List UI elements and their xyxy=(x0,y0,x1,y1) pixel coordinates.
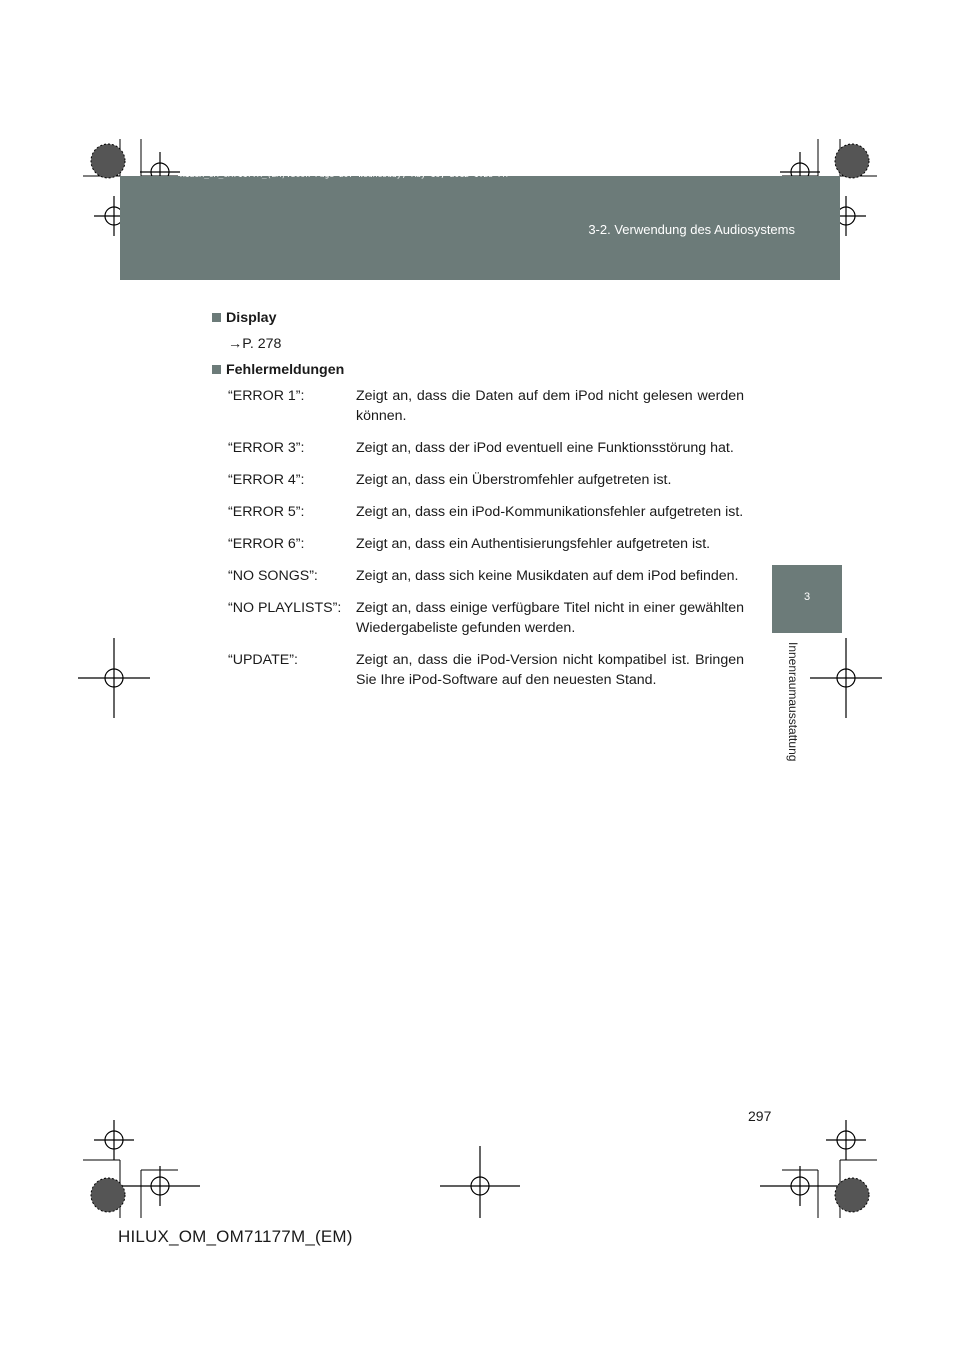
error-row xyxy=(228,534,744,554)
error-code: “ERROR 5”: xyxy=(228,504,305,520)
error-description: Zeigt an, dass ein iPod-Kommunikationsfehler aufgetreten ist. xyxy=(356,504,744,520)
footer-code: HILUX_OM_OM71177M_(EM) xyxy=(118,1227,353,1246)
page-content xyxy=(212,308,744,702)
file-info: HILUX_OM_OM71177M_(EM).book Page 297 Wednesday, May 16, 2012 1:28 PM xyxy=(180,170,508,179)
page-number: 297 xyxy=(748,1108,772,1124)
square-bullet-icon xyxy=(212,365,221,374)
error-description: Zeigt an, dass die Daten auf dem iPod nicht gelesen werden können. xyxy=(356,388,744,424)
error-row xyxy=(228,650,744,690)
error-description: Zeigt an, dass ein Authentisierungsfehler aufgetreten ist. xyxy=(356,536,711,552)
error-row xyxy=(228,470,744,490)
subheading-error-messages: Fehlermeldungen xyxy=(212,360,744,380)
error-description: Zeigt an, dass sich keine Musikdaten auf dem iPod befinden. xyxy=(356,568,739,584)
error-code: “ERROR 3”: xyxy=(228,440,305,456)
error-code: “ERROR 4”: xyxy=(228,472,305,488)
page-reference: →P. 278 xyxy=(228,336,282,352)
section-title: 3-2. Verwendung des Audiosystems xyxy=(588,222,795,237)
error-code: “UPDATE”: xyxy=(228,652,298,668)
error-description: Zeigt an, dass ein Überstromfehler aufgetreten ist. xyxy=(356,472,672,488)
square-bullet-icon xyxy=(212,313,221,322)
error-row xyxy=(228,566,744,586)
chapter-tab xyxy=(772,565,842,633)
error-row xyxy=(228,438,744,458)
error-code: “ERROR 1”: xyxy=(228,388,305,404)
error-description: Zeigt an, dass einige verfügbare Titel nicht in einer gewählten Wiedergabeliste gefunden werden. xyxy=(356,600,744,636)
chapter-label xyxy=(786,642,806,792)
error-code: “NO SONGS”: xyxy=(228,568,318,584)
chapter-number: 3 xyxy=(803,591,811,603)
error-code: “NO PLAYLISTS”: xyxy=(228,600,342,616)
chapter-label-text: Innenraumausstattung xyxy=(786,642,800,762)
error-row xyxy=(228,386,744,426)
error-code: “ERROR 6”: xyxy=(228,536,305,552)
error-row xyxy=(228,598,744,638)
error-description: Zeigt an, dass der iPod eventuell eine Funktionsstörung hat. xyxy=(356,440,734,456)
error-row xyxy=(228,502,744,522)
subheading-display: Display xyxy=(212,308,744,328)
error-description: Zeigt an, dass die iPod-Version nicht kompatibel ist. Bringen Sie Ihre iPod-Software auf den neuesten Stand. xyxy=(356,652,744,688)
